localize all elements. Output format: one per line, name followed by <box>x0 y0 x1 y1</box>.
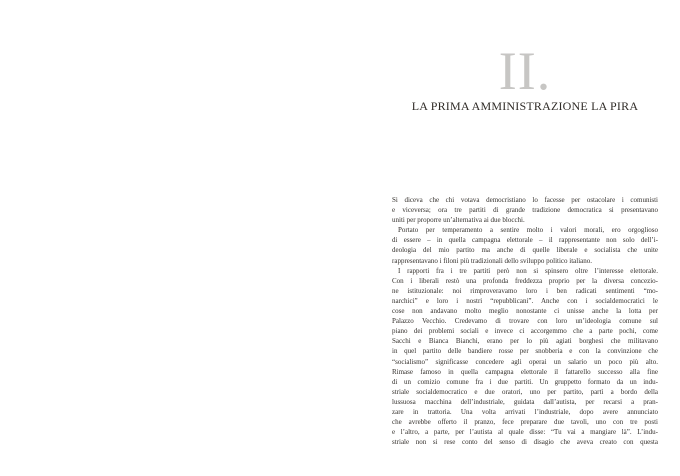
text-line: Rimase famoso in quella campagna elettorale il fattarello successo alla fine <box>392 367 658 376</box>
text-line: cose non andavano molto meglio nonostante ci unisse anche la lotta per <box>392 307 658 316</box>
chapter-title: LA PRIMA AMMINISTRAZIONE LA PIRA <box>411 99 639 113</box>
text-line: di un comizio comune fra i due partiti. Un gruppetto formato da un indu- <box>392 377 658 386</box>
text-line: e l’altro, a parte, per l’autista al quale disse: “Tu vai a mangiare là”. L’indu- <box>392 428 658 437</box>
text-line: striale socialdemocratico e due oratori, uno per partito, partì a bordo della <box>392 387 658 396</box>
chapter-body-text <box>392 195 658 447</box>
text-line: in quel partito delle bandiere rosse per snobberia e con la convinzione che <box>392 347 658 356</box>
text-line: uniti per proporre un’alternativa ai due blocchi. <box>392 216 525 225</box>
text-line: I rapporti fra i tre partiti però non si spinsero oltre l’interesse elettorale. <box>398 266 658 275</box>
text-line: Si diceva che chi votava democristiano lo facesse per ostacolare i comunisti <box>392 196 658 204</box>
text-line: Sacchi e Bianca Bianchi, erano per lo più agiati borghesi che militavano <box>392 337 658 346</box>
text-line: Palazzo Vecchio. Credevamo di trovare con loro un’ideologia comune sul <box>392 317 658 326</box>
text-line: zare in trattoria. Una volta arrivati l’industriale, dopo avere annunciato <box>392 407 658 416</box>
text-line: e viceversa; ora tre partiti di grande tradizione democratica si presentavano <box>392 206 658 215</box>
text-line: “socialismo” significasse concedere agli operai un salario un poco più alto. <box>392 357 658 366</box>
text-line: Portato per temperamento a sentire molto i valori morali, ero orgoglioso <box>398 226 658 235</box>
text-line: narchici” e loro i nostri “repubblicani”. Anche con i socialdemocratici le <box>392 296 658 305</box>
text-line: che avrebbe offerto il pranzo, fece preparare due tavoli, uno con tre posti <box>392 418 658 427</box>
text-line: ne istituzionale: noi rimproveravamo loro i ben radicati sentimenti “mo- <box>392 286 658 295</box>
text-line: Con i liberali restò una profonda freddezza proprio per la diversa concezio- <box>392 276 658 285</box>
text-line: rappresentavano i filoni più tradizionali dello sviluppo politico italiano. <box>392 256 593 265</box>
right-page <box>340 0 680 476</box>
text-line: lussuosa macchina dell’industriale, guidata dall’autista, per recarsi a pran- <box>392 397 658 406</box>
text-line: di essere – in quella campagna elettorale – il rappresentante non solo dell’i- <box>392 236 658 245</box>
text-line: deologia del mio partito ma anche di quelle liberale e socialista che unite <box>392 246 658 255</box>
text-line: striale non si rese conto del senso di disagio che aveva creato con questa <box>392 438 658 447</box>
chapter-number: II. <box>498 41 552 101</box>
text-line: piano dei problemi sociali e invece ci accorgemmo che a parte pochi, come <box>392 327 658 336</box>
